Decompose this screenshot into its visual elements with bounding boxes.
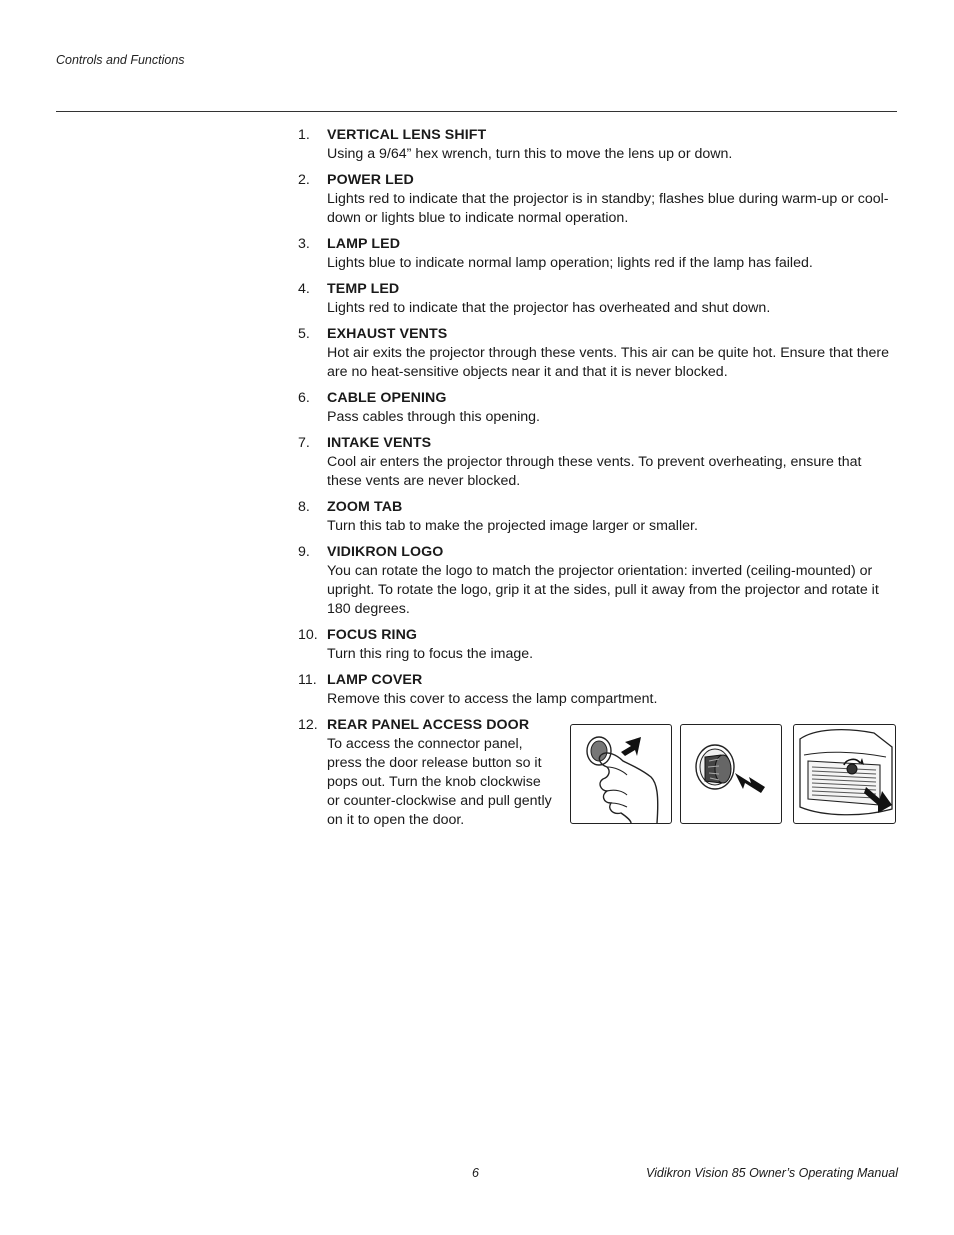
item-term: VIDIKRON LOGO <box>327 544 444 560</box>
item-number: 2. <box>298 172 310 188</box>
item-number: 3. <box>298 236 310 252</box>
item-description: Using a 9/64” hex wrench, turn this to move the lens up or down. <box>327 146 733 162</box>
list-item <box>298 434 898 491</box>
list-item <box>298 126 898 164</box>
manual-title: Vidikron Vision 85 Owner’s Operating Manual <box>646 1166 898 1180</box>
list-item <box>298 626 898 664</box>
item-number: 8. <box>298 499 310 515</box>
item-number: 12. <box>298 717 318 733</box>
item-number: 1. <box>298 127 310 143</box>
item-number: 6. <box>298 390 310 406</box>
page-number: 6 <box>472 1166 479 1180</box>
open-door-illustration <box>793 724 896 824</box>
list-item <box>298 280 898 318</box>
item-term: REAR PANEL ACCESS DOOR <box>327 717 530 733</box>
list-item <box>298 235 898 273</box>
item-term: EXHAUST VENTS <box>327 326 448 342</box>
list-item <box>298 543 898 619</box>
list-item <box>298 671 898 709</box>
item-number: 5. <box>298 326 310 342</box>
item-number: 9. <box>298 544 310 560</box>
press-release-button-illustration <box>570 724 672 824</box>
item-term: TEMP LED <box>327 281 400 297</box>
knob-pull-icon <box>681 725 781 823</box>
item-term: VERTICAL LENS SHIFT <box>327 127 487 143</box>
item-description: Turn this ring to focus the image. <box>327 646 534 662</box>
item-description: Remove this cover to access the lamp compartment. <box>327 691 658 707</box>
item-term: LAMP LED <box>327 236 401 252</box>
item-term: INTAKE VENTS <box>327 435 432 451</box>
finger-press-icon <box>571 725 671 823</box>
item-term: FOCUS RING <box>327 627 418 643</box>
item-description: To access the connector panel, press the door release button so it pops out. Turn the knob clockwise or counter-clockwise and pull gently on it to open the door. <box>327 736 552 828</box>
item-description: Lights blue to indicate normal lamp operation; lights red if the lamp has failed. <box>327 255 813 271</box>
pull-knob-illustration <box>680 724 782 824</box>
item-description: Hot air exits the projector through these vents. This air can be quite hot. Ensure that there are no heat-sensitive objects near it and that it is never blocked. <box>327 345 890 380</box>
item-number: 10. <box>298 627 318 643</box>
item-description: Lights red to indicate that the projector is in standby; flashes blue during warm-up or cool-down or lights blue to indicate normal operation. <box>327 191 889 226</box>
running-header: Controls and Functions <box>56 53 185 67</box>
projector-door-icon <box>794 725 895 823</box>
list-item <box>298 498 898 536</box>
item-number: 7. <box>298 435 310 451</box>
item-number: 4. <box>298 281 310 297</box>
item-description: Cool air enters the projector through these vents. To prevent overheating, ensure that these vents are never blocked. <box>327 454 862 489</box>
item-description: You can rotate the logo to match the projector orientation: inverted (ceiling-mounted) or upright. To rotate the logo, grip it at the sides, pull it away from the projector and rotate it 180 degrees. <box>327 563 879 617</box>
item-description: Lights red to indicate that the projector has overheated and shut down. <box>327 300 771 316</box>
header-rule <box>56 111 897 112</box>
item-description: Pass cables through this opening. <box>327 409 540 425</box>
item-description: Turn this tab to make the projected image larger or smaller. <box>327 518 698 534</box>
item-term: LAMP COVER <box>327 672 423 688</box>
item-number: 11. <box>298 672 317 688</box>
item-term: CABLE OPENING <box>327 390 447 406</box>
list-item <box>298 389 898 427</box>
rear-door-illustrations <box>570 724 897 824</box>
item-term: POWER LED <box>327 172 414 188</box>
list-item <box>298 325 898 382</box>
item-term: ZOOM TAB <box>327 499 403 515</box>
list-item <box>298 171 898 228</box>
